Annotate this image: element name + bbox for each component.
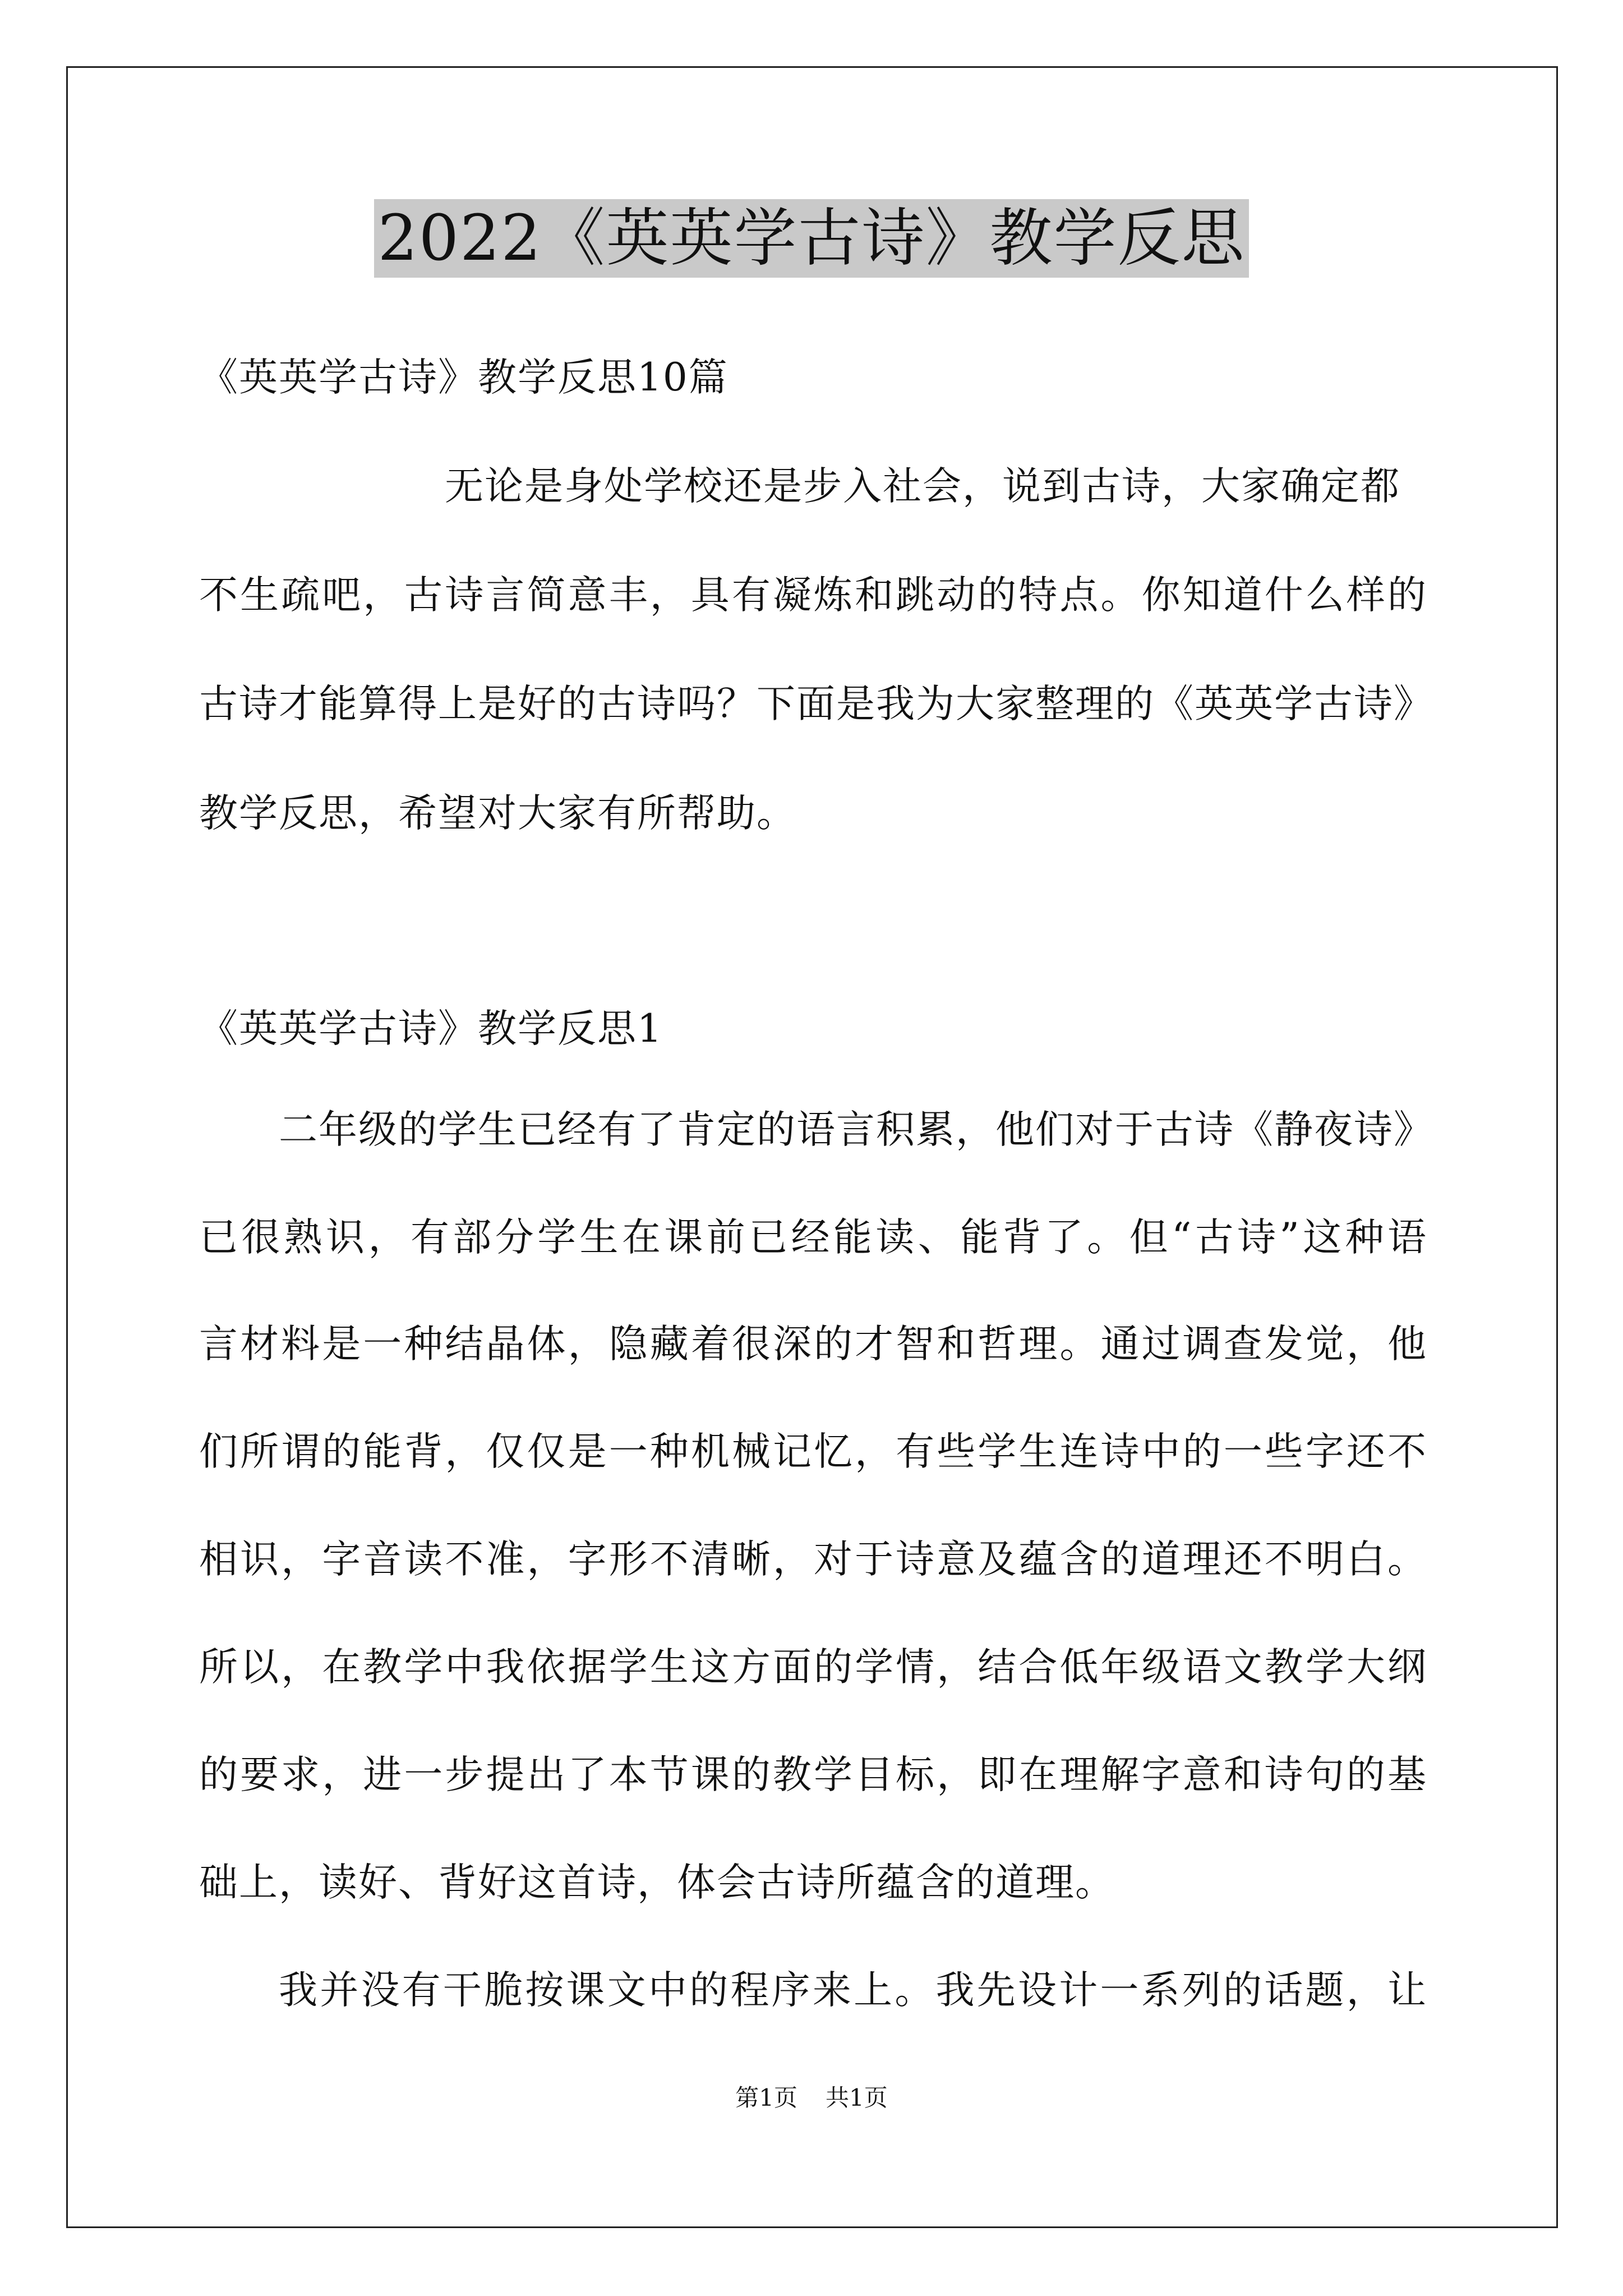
intro-line-3: 古诗才能算得上是好的古诗吗？下面是我为大家整理的《英英学古诗》 (199, 682, 1433, 726)
paragraph-1-line-1: 二年级的学生已经有了肯定的语言积累，他们对于古诗《静夜诗》 (279, 1107, 1433, 1152)
paragraph-2-line-1: 我并没有干脆按课文中的程序来上。我先设计一系列的话题，让 (279, 1968, 1427, 2013)
title-container (0, 199, 1623, 278)
section-heading: 《英英学古诗》教学反思1 (199, 1006, 663, 1051)
document-title: 2022《英英学古诗》教学反思 (374, 199, 1248, 278)
paragraph-1-line-6: 所以，在教学中我依据学生这方面的学情，结合低年级语文教学大纲 (199, 1645, 1427, 1690)
paragraph-1-line-4: 们所谓的能背，仅仅是一种机械记忆，有些学生连诗中的一些字还不 (199, 1429, 1427, 1474)
paragraph-1-line-7: 的要求，进一步提出了本节课的教学目标，即在理解字意和诗句的基 (199, 1752, 1427, 1797)
document-subtitle: 《英英学古诗》教学反思10篇 (199, 355, 728, 400)
intro-line-1: 无论是身处学校还是步入社会，说到古诗，大家确定都 (445, 464, 1400, 509)
intro-line-4: 教学反思，希望对大家有所帮助。 (199, 791, 796, 836)
paragraph-1-line-3: 言材料是一种结晶体，隐藏着很深的才智和哲理。通过调查发觉，他 (199, 1322, 1427, 1366)
paragraph-1-line-2: 已很熟识，有部分学生在课前已经能读、能背了。但“古诗”这种语 (199, 1215, 1427, 1260)
page-footer (0, 2082, 1623, 2114)
page-number-total: 共1页 (826, 2084, 888, 2111)
intro-line-2: 不生疏吧，古诗言简意丰，具有凝炼和跳动的特点。你知道什么样的 (199, 573, 1427, 618)
page-number-current: 第1页 (735, 2084, 797, 2111)
paragraph-1-line-5: 相识，字音读不准，字形不清晰，对于诗意及蕴含的道理还不明白。 (199, 1537, 1427, 1582)
paragraph-1-line-8: 础上，读好、背好这首诗，体会古诗所蕴含的道理。 (199, 1860, 1115, 1905)
